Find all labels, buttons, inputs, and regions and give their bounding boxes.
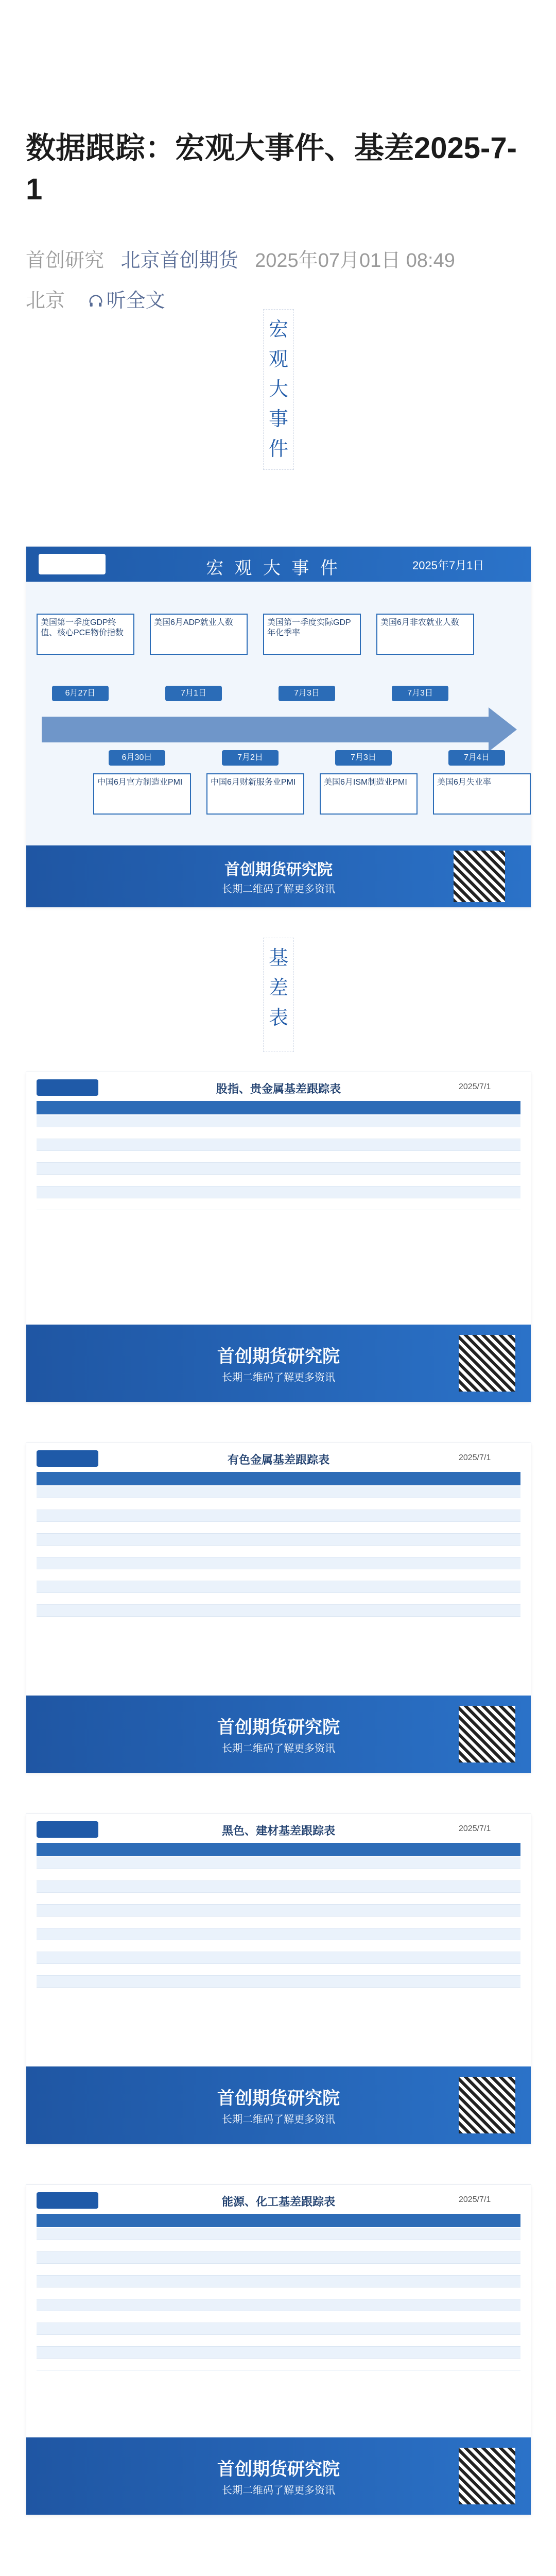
table-row [37,1881,520,1893]
label-char: 基 [268,947,288,969]
basis-table-title: 有色金属基差跟踪表 [227,1453,329,1466]
basis-table-title: 黑色、建材基差跟踪表 [221,1824,335,1837]
table-row [37,1593,520,1605]
label-char: 件 [268,438,288,460]
table-row [37,1139,520,1151]
basis-table-card[interactable] [26,2184,531,2515]
basis-table-date: 2025/7/1 [459,2195,491,2204]
basis-table-card[interactable] [26,1443,531,1773]
table-row [37,1893,520,1905]
table-body [37,1486,520,1617]
macro-card-header [26,547,531,582]
brand-title: 首创期货研究院 [217,1718,340,1737]
macro-event-box: 美国6月非农就业人数 [376,614,474,655]
macro-event-box: 美国第一季度GDP终值、核心PCE物价指数 [37,614,134,655]
listen-label: 听全文 [106,290,165,312]
company-logo [39,554,106,574]
basis-card-banner [26,2066,531,2144]
table-row [37,2252,520,2264]
section-label-macro-text [264,315,293,464]
macro-event-box: 美国6月失业率 [433,773,531,815]
table-row [37,1522,520,1534]
basis-table-date: 2025/7/1 [459,1082,491,1091]
table-row [37,1486,520,1498]
company-logo [37,1821,98,1838]
macro-event-date: 6月30日 [109,750,165,766]
headphones-icon [88,294,103,309]
article-meta [26,246,455,275]
table-row [37,1976,520,1988]
brand-title: 首创期货研究院 [224,861,333,878]
table-row [37,1928,520,1940]
table-row [37,2240,520,2252]
listen-button[interactable] [88,290,165,312]
section-label-basis [263,938,294,1052]
macro-event-date: 7月2日 [222,750,279,766]
qr-code-icon [459,1706,515,1762]
brand-title: 首创期货研究院 [217,2460,340,2479]
macro-events-card[interactable] [26,546,531,908]
table-row [37,1869,520,1881]
table-row [37,1510,520,1522]
brand-title: 首创期货研究院 [217,2089,340,2108]
macro-event-date: 6月27日 [52,686,109,701]
qr-code-icon [459,2448,515,2504]
location: 北京 [26,290,65,312]
label-char: 差 [268,977,288,999]
table-row [37,2228,520,2240]
timeline-bar [42,717,490,742]
section-label-macro [263,309,294,470]
table-row [37,1917,520,1928]
table-row [37,2311,520,2323]
basis-table-card[interactable] [26,1814,531,2144]
table-row [37,1964,520,1976]
label-char: 大 [268,379,288,400]
macro-event-date: 7月4日 [448,750,505,766]
table-header-row [37,1101,520,1114]
table-row [37,1952,520,1964]
macro-card-banner [26,845,531,907]
table-row [37,1546,520,1557]
macro-event-box: 中国6月财新服务业PMI [206,773,304,815]
label-char: 表 [268,1007,288,1029]
brand-slogan: 长期二维码了解更多资讯 [222,884,335,895]
table-body [37,1115,520,1210]
table-row [37,2335,520,2347]
brand-slogan: 长期二维码了解更多资讯 [222,1372,335,1383]
table-row [37,2359,520,2370]
table-header-row [37,1843,520,1856]
table-row [37,1498,520,1510]
macro-event-box: 美国6月ISM制造业PMI [320,773,418,815]
publish-time: 2025年07月01日 08:49 [255,250,455,272]
brand-slogan: 长期二维码了解更多资讯 [222,1743,335,1754]
basis-card-banner [26,2437,531,2515]
table-row [37,1940,520,1952]
company-logo [37,1450,98,1467]
macro-event-date: 7月3日 [392,686,448,701]
company-logo [37,1079,98,1096]
table-body [37,1857,520,1988]
table-row [37,1127,520,1139]
qr-code-icon [459,2077,515,2133]
table-row [37,1569,520,1581]
brand-title: 首创期货研究院 [217,1347,340,1366]
table-row [37,1581,520,1593]
table-row [37,2323,520,2335]
article-meta-2 [26,286,165,315]
label-char: 事 [268,409,288,430]
macro-card-date: 2025年7月1日 [412,559,484,572]
section-label-basis-text [264,943,293,1033]
macro-event-box: 中国6月官方制造业PMI [93,773,191,815]
basis-table-title: 能源、化工基差跟踪表 [221,2195,335,2208]
basis-table-date: 2025/7/1 [459,1824,491,1833]
label-char: 观 [268,349,288,370]
table-row [37,1115,520,1127]
table-header-row [37,2214,520,2227]
macro-event-date: 7月1日 [165,686,222,701]
table-row [37,1163,520,1175]
table-row [37,2287,520,2299]
table-row [37,1534,520,1546]
brand-slogan: 长期二维码了解更多资讯 [222,2485,335,2496]
basis-card-banner [26,1325,531,1402]
table-row [37,1175,520,1187]
company-logo [37,2192,98,2209]
table-row [37,1198,520,1210]
macro-event-box: 美国6月ADP就业人数 [150,614,248,655]
brand-slogan: 长期二维码了解更多资讯 [222,2114,335,2125]
table-row [37,2347,520,2359]
macro-card-title: 宏 观 大 事 件 [206,558,341,578]
basis-table-card[interactable] [26,1072,531,1402]
table-row [37,1605,520,1617]
table-row [37,2299,520,2311]
table-row [37,1857,520,1869]
table-row [37,1151,520,1163]
table-row [37,1187,520,1198]
account-name-link[interactable]: 北京首创期货 [120,250,238,272]
table-row [37,2264,520,2276]
qr-code-icon [459,1335,515,1392]
qr-code-icon [454,851,505,902]
macro-event-date: 7月3日 [335,750,392,766]
basis-table-date: 2025/7/1 [459,1453,491,1462]
table-row [37,1557,520,1569]
article-title: 数据跟踪：宏观大事件、基差2025-7-1 [26,131,517,206]
article-source: 首创研究 [26,250,105,272]
table-body [37,2228,520,2370]
macro-event-box: 美国第一季度实际GDP年化季率 [263,614,361,655]
basis-table-title: 股指、贵金属基差跟踪表 [216,1082,341,1095]
basis-card-banner [26,1696,531,1773]
label-char: 宏 [268,319,288,341]
macro-event-date: 7月3日 [279,686,335,701]
timeline-arrow-icon [489,707,517,752]
table-header-row [37,1472,520,1485]
table-row [37,1905,520,1917]
table-row [37,2276,520,2287]
